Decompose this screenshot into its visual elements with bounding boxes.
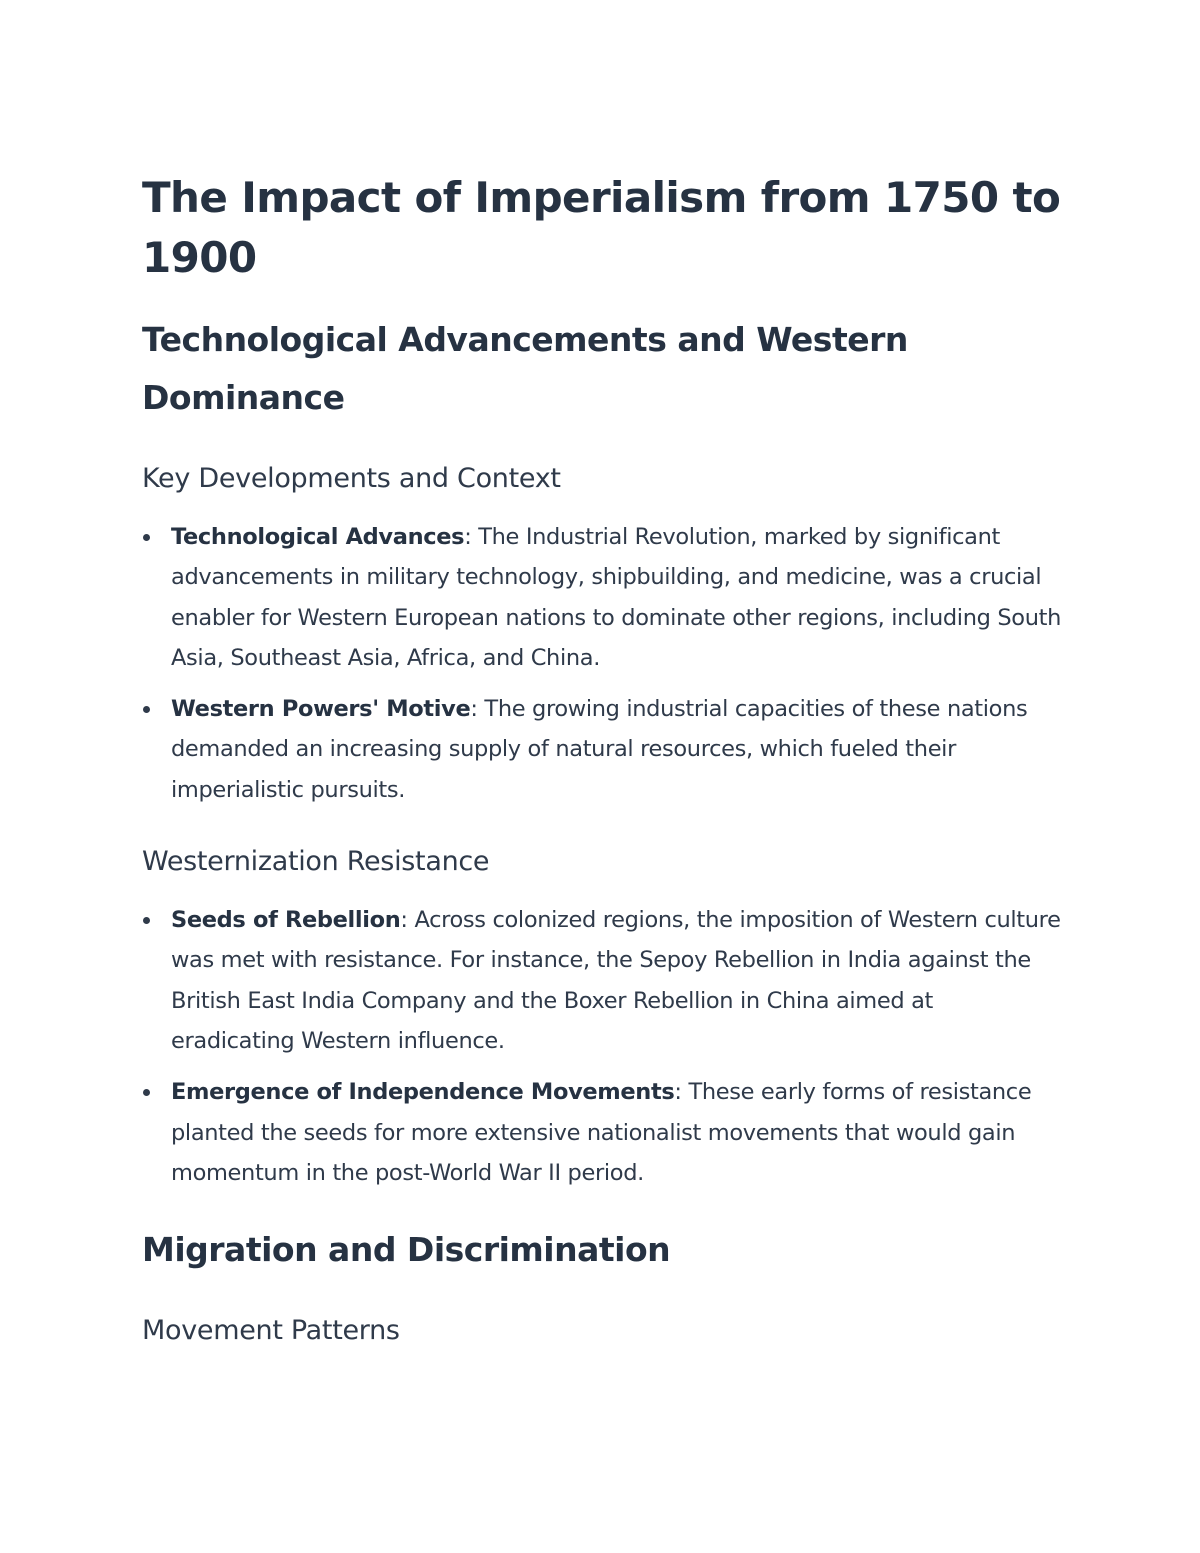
document-page — [142, 168, 1062, 1350]
section-heading-technological-advancements: Technological Advancements and Western Dominance — [142, 320, 908, 417]
list-item-term: Emergence of Independence Movements — [171, 1079, 675, 1106]
list-item-term: Western Powers' Motive — [171, 696, 471, 723]
list-item-text: : The growing industrial capacities of these nations demanded an increasing supply of natural resources, which fueled their imperialistic pursuits. — [171, 696, 1028, 803]
list-item — [142, 900, 1062, 1061]
list-item-term: Technological Advances — [171, 524, 465, 550]
page-title: The Impact of Imperialism from 1750 to 1900 — [142, 173, 1061, 282]
subsection-heading-key-developments: Key Developments and Context — [142, 463, 561, 494]
list-item — [142, 517, 1062, 678]
subsection-heading-westernization-resistance: Westernization Resistance — [142, 846, 490, 878]
list-item — [142, 1072, 1062, 1193]
list-item-text: : These early forms of resistance planted the seeds for more extensive nationalist movements that would gain momentum in the post-World War II period. — [171, 1079, 1032, 1186]
bullet-list-westernization-resistance — [142, 900, 1062, 1193]
list-item-text: : Across colonized regions, the imposition of Western culture was met with resistance. For instance, the Sepoy Rebellion in India against the British East India Company and the Boxer Rebellion in China aimed at eradicating Western influence. — [171, 907, 1061, 1054]
list-item-text: : The Industrial Revolution, marked by significant advancements in military technology, shipbuilding, and medicine, was a crucial enabler for Western European nations to dominate other regions, including South Asia, Southeast Asia, Africa, and China. — [171, 524, 1061, 671]
section-heading-migration-discrimination: Migration and Discrimination — [142, 1230, 671, 1270]
list-item — [142, 689, 1062, 810]
bullet-list-key-developments — [142, 517, 1062, 810]
subsection-heading-movement-patterns: Movement Patterns — [142, 1315, 400, 1347]
list-item-term: Seeds of Rebellion — [171, 907, 401, 934]
